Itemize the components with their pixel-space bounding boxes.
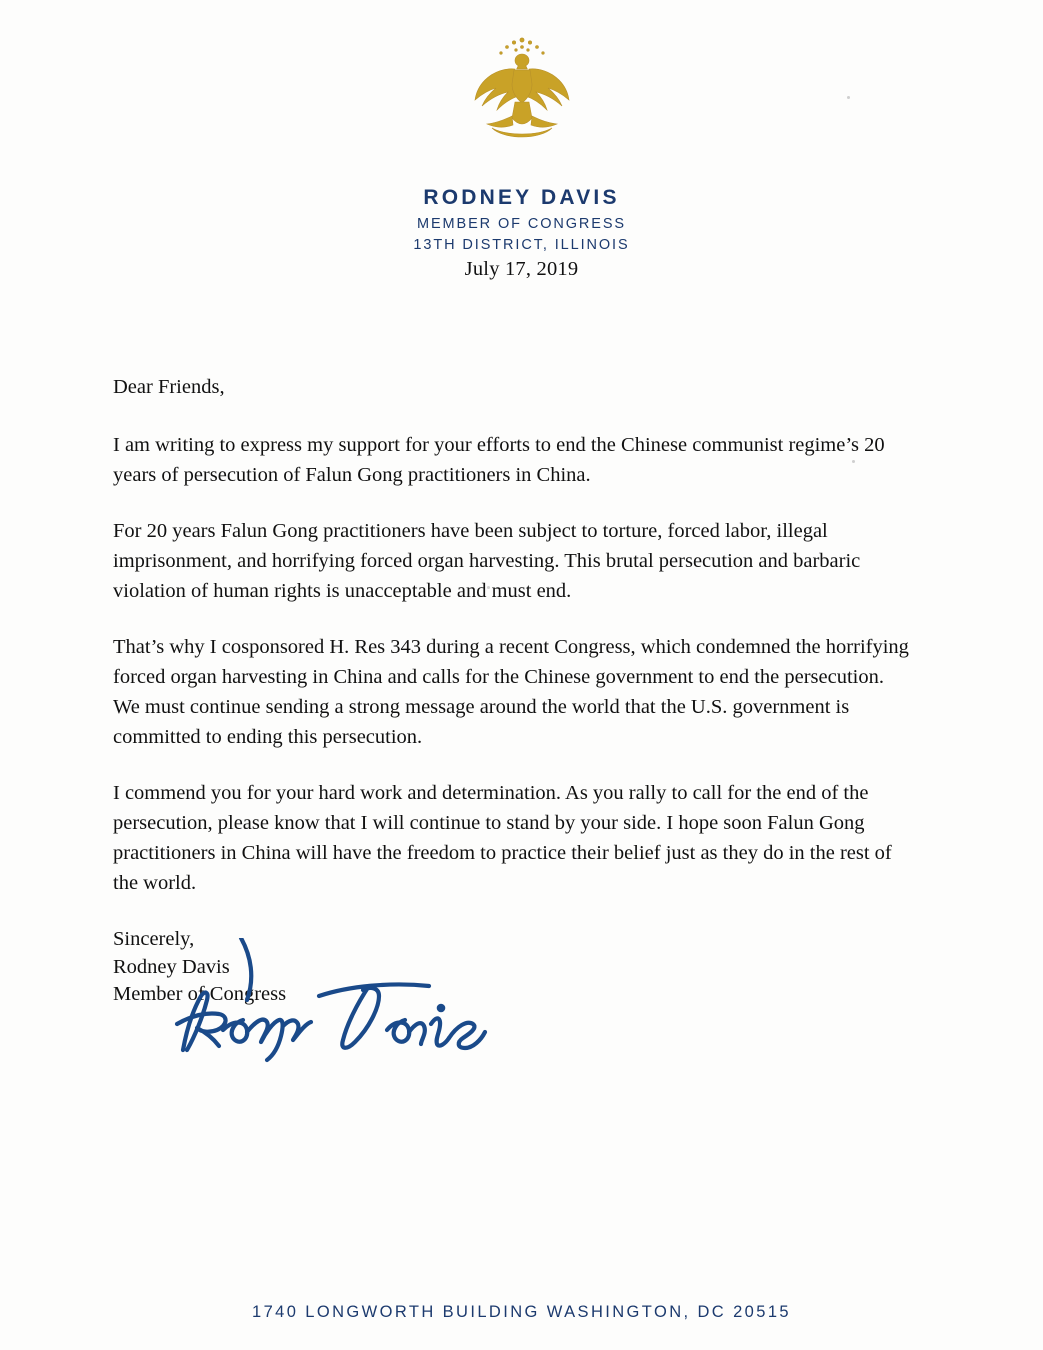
paragraph-3: That’s why I cosponsored H. Res 343 during a recent Congress, which condemned the horrifying forced organ harvesting in China and calls for the Chinese government to end the persecution. We must continue sending a strong message around the world that the U.S. government is committed to ending this persecution.	[113, 636, 909, 748]
letter-date: July 17, 2019	[464, 258, 579, 280]
paragraph-4: I commend you for your hard work and determination. As you rally to call for the end of the persecution, please know that I will continue to stand by your side. I hope soon Falun Gong practitioners in China will have the freedom to practice their belief just as they do in the rest of the world.	[113, 782, 892, 894]
signature-name: Rodney Davis	[113, 956, 230, 978]
closing: Sincerely,	[113, 928, 195, 950]
letterhead-name: RODNEY DAVIS	[423, 186, 620, 209]
us-congressional-eagle-seal-icon	[470, 30, 574, 142]
salutation: Dear Friends,	[113, 376, 225, 398]
signature-role: Member of Congress	[113, 983, 287, 1005]
signature-block	[113, 954, 913, 1074]
letterhead-district: 13TH DISTRICT, ILLINOIS	[413, 237, 630, 253]
handwritten-signature-icon	[143, 938, 503, 1068]
paragraph-2: For 20 years Falun Gong practitioners have been subject to torture, forced labor, illegal imprisonment, and horrifying forced organ harvesting. This brutal persecution and barbaric violation of human rights is unacceptable and must end.	[113, 520, 861, 602]
paragraph-1: I am writing to express my support for your efforts to end the Chinese communist regime’s 20 years of persecution of Falun Gong practitioners in China.	[113, 434, 885, 486]
footer-address: 1740 LONGWORTH BUILDING WASHINGTON, DC 20515	[252, 1303, 791, 1321]
letterhead-title: MEMBER OF CONGRESS	[416, 216, 627, 232]
letterhead	[0, 30, 1043, 253]
letter-body	[113, 372, 913, 1074]
